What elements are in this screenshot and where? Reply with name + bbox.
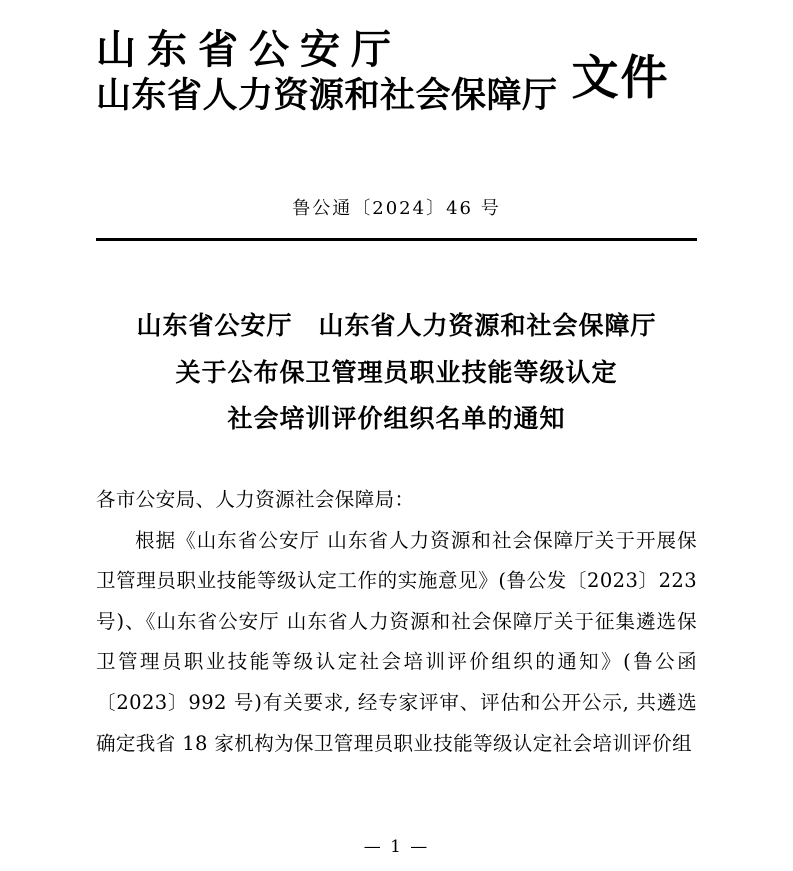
page-footer bbox=[0, 837, 793, 857]
document-number: 鲁公通〔2024〕46 号 bbox=[292, 198, 501, 220]
letterhead-document-word: 文件 bbox=[571, 50, 670, 106]
document-page bbox=[0, 26, 793, 871]
page-number: — 1 — bbox=[363, 837, 430, 857]
issuing-org-secondary: 山东省人力资源和社会保障厅 bbox=[96, 75, 558, 117]
page-title-line-2: 关于公布保卫管理员职业技能等级认定 bbox=[175, 357, 618, 387]
header-divider-rule bbox=[96, 238, 697, 241]
letterhead bbox=[96, 26, 697, 116]
page-title bbox=[96, 303, 697, 442]
body-paragraph-1: 根据《山东省公安厅 山东省人力资源和社会保障厅关于开展保卫管理员职业技能等级认定工作的实施意见》(鲁公发〔2023〕223 号)、《山东省公安厅 山东省人力资源和社会保障厅关于征集遴选保卫管理员职业技能等级认定社会培训评价组织的通知》(鲁公函〔2023〕992 号)有关要求, 经专家评审、评估和公开公示, 共遴选确定我省 18 家机构为保卫管理员职业技能等级认定社会培训评价组 bbox=[96, 528, 697, 755]
body-salutation: 各市公安局、人力资源社会保障局： bbox=[96, 488, 415, 512]
page-title-line-1: 山东省公安厅 山东省人力资源和社会保障厅 bbox=[136, 311, 657, 341]
page-title-line-3: 社会培训评价组织名单的通知 bbox=[227, 403, 566, 433]
issuing-org-primary: 山东省公安厅 bbox=[96, 26, 402, 73]
letterhead-organizations bbox=[96, 26, 558, 116]
document-body bbox=[96, 480, 697, 764]
